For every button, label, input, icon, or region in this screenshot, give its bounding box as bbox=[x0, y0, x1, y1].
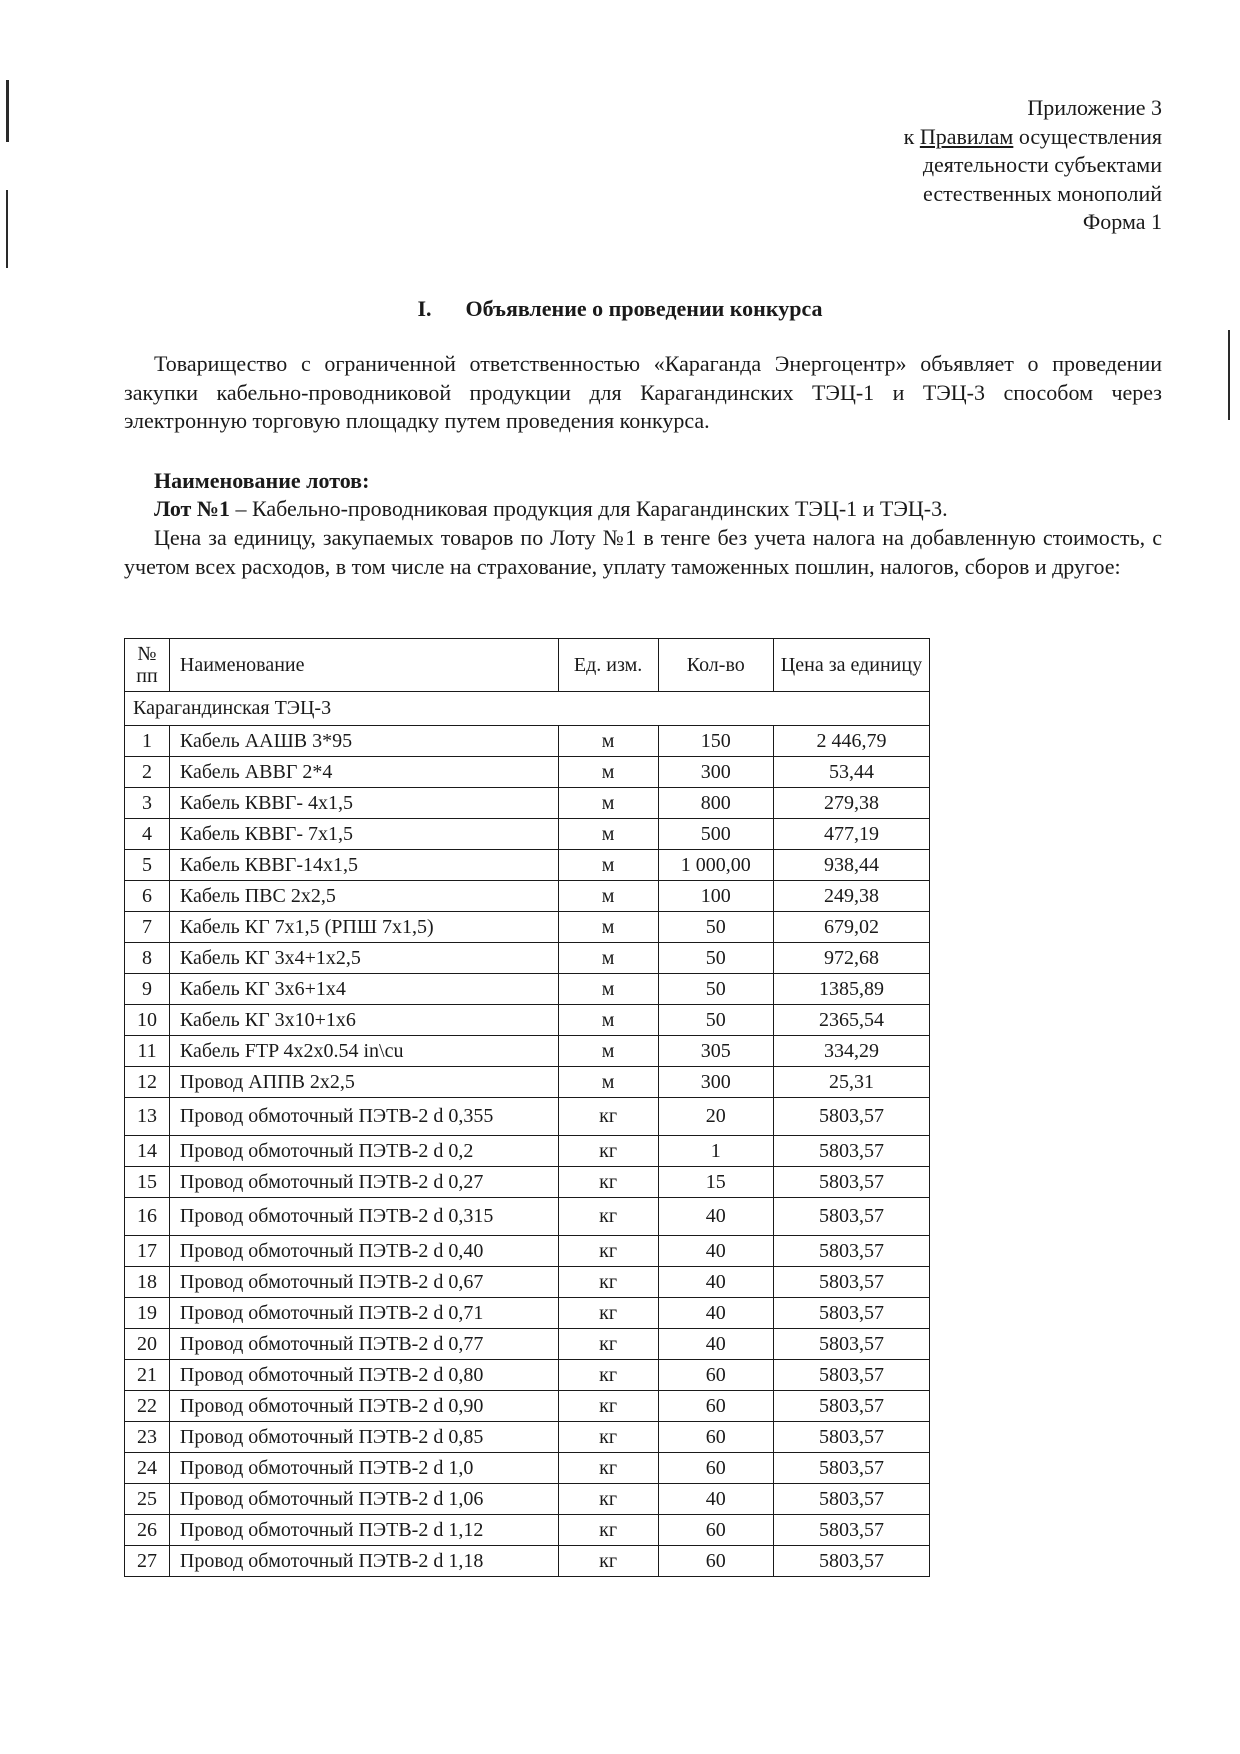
cell-unit: кг bbox=[558, 1453, 658, 1484]
cell-unit: кг bbox=[558, 1167, 658, 1198]
scan-artifact-left bbox=[6, 190, 8, 268]
cell-name: Кабель КГ 3х10+1х6 bbox=[169, 1005, 558, 1036]
cell-qty: 40 bbox=[658, 1236, 773, 1267]
cell-price: 5803,57 bbox=[773, 1546, 929, 1577]
cell-unit: м bbox=[558, 1067, 658, 1098]
cell-price: 5803,57 bbox=[773, 1515, 929, 1546]
cell-unit: кг bbox=[558, 1422, 658, 1453]
table-row bbox=[125, 726, 930, 757]
header-price: Цена за единицу bbox=[773, 639, 929, 692]
cell-qty: 40 bbox=[658, 1198, 773, 1236]
cell-no: 9 bbox=[125, 974, 170, 1005]
header-no: № пп bbox=[125, 639, 170, 692]
cell-price: 5803,57 bbox=[773, 1236, 929, 1267]
cell-unit: м bbox=[558, 726, 658, 757]
cell-no: 26 bbox=[125, 1515, 170, 1546]
cell-name: Провод обмоточный ПЭТВ-2 d 1,0 bbox=[169, 1453, 558, 1484]
cell-unit: м bbox=[558, 1036, 658, 1067]
cell-unit: м bbox=[558, 850, 658, 881]
cell-no: 1 bbox=[125, 726, 170, 757]
header-name: Наименование bbox=[169, 639, 558, 692]
cell-unit: м bbox=[558, 881, 658, 912]
table-row bbox=[125, 1005, 930, 1036]
cell-no: 22 bbox=[125, 1391, 170, 1422]
cell-price: 938,44 bbox=[773, 850, 929, 881]
table-row bbox=[125, 881, 930, 912]
cell-unit: кг bbox=[558, 1267, 658, 1298]
cell-name: Провод обмоточный ПЭТВ-2 d 0,355 bbox=[169, 1098, 558, 1136]
table-header-row bbox=[125, 639, 930, 692]
cell-unit: м bbox=[558, 788, 658, 819]
cell-qty: 1 bbox=[658, 1136, 773, 1167]
cell-qty: 300 bbox=[658, 1067, 773, 1098]
cell-name: Кабель КГ 3х4+1х2,5 bbox=[169, 943, 558, 974]
cell-price: 5803,57 bbox=[773, 1136, 929, 1167]
cell-qty: 500 bbox=[658, 819, 773, 850]
cell-qty: 60 bbox=[658, 1391, 773, 1422]
cell-no: 24 bbox=[125, 1453, 170, 1484]
cell-name: Провод обмоточный ПЭТВ-2 d 0,71 bbox=[169, 1298, 558, 1329]
cell-price: 5803,57 bbox=[773, 1329, 929, 1360]
cell-unit: кг bbox=[558, 1546, 658, 1577]
cell-unit: м bbox=[558, 1005, 658, 1036]
cell-qty: 300 bbox=[658, 757, 773, 788]
cell-no: 7 bbox=[125, 912, 170, 943]
table-row bbox=[125, 1546, 930, 1577]
cell-unit: м bbox=[558, 974, 658, 1005]
cell-no: 13 bbox=[125, 1098, 170, 1136]
cell-unit: кг bbox=[558, 1236, 658, 1267]
cell-no: 6 bbox=[125, 881, 170, 912]
cell-unit: кг bbox=[558, 1298, 658, 1329]
table-row bbox=[125, 1515, 930, 1546]
cell-price: 5803,57 bbox=[773, 1267, 929, 1298]
cell-name: Провод обмоточный ПЭТВ-2 d 1,06 bbox=[169, 1484, 558, 1515]
cell-price: 5803,57 bbox=[773, 1484, 929, 1515]
cell-no: 16 bbox=[125, 1198, 170, 1236]
table-row bbox=[125, 1167, 930, 1198]
cell-no: 25 bbox=[125, 1484, 170, 1515]
cell-price: 5803,57 bbox=[773, 1298, 929, 1329]
appendix-line: естественных монополий bbox=[923, 180, 1162, 206]
cell-price: 5803,57 bbox=[773, 1391, 929, 1422]
table-row bbox=[125, 943, 930, 974]
cell-qty: 20 bbox=[658, 1098, 773, 1136]
cell-unit: кг bbox=[558, 1098, 658, 1136]
scan-artifact-left bbox=[6, 80, 9, 142]
cell-qty: 60 bbox=[658, 1453, 773, 1484]
cell-price: 2365,54 bbox=[773, 1005, 929, 1036]
table-row bbox=[125, 1136, 930, 1167]
cell-no: 15 bbox=[125, 1167, 170, 1198]
appendix-line: деятельности субъектами bbox=[922, 152, 1162, 177]
appendix-line: Приложение 3 bbox=[1027, 95, 1162, 120]
cell-price: 679,02 bbox=[773, 912, 929, 943]
cell-price: 5803,57 bbox=[773, 1198, 929, 1236]
cell-name: Кабель КВВГ-14х1,5 bbox=[169, 850, 558, 881]
cell-name: Провод обмоточный ПЭТВ-2 d 1,12 bbox=[169, 1515, 558, 1546]
cell-unit: м bbox=[558, 912, 658, 943]
cell-name: Провод обмоточный ПЭТВ-2 d 0,90 bbox=[169, 1391, 558, 1422]
header-qty: Кол-во bbox=[658, 639, 773, 692]
cell-qty: 50 bbox=[658, 974, 773, 1005]
cell-qty: 60 bbox=[658, 1360, 773, 1391]
cell-no: 14 bbox=[125, 1136, 170, 1167]
cell-price: 2 446,79 bbox=[773, 726, 929, 757]
table-row bbox=[125, 1036, 930, 1067]
cell-price: 249,38 bbox=[773, 881, 929, 912]
cell-no: 11 bbox=[125, 1036, 170, 1067]
cell-price: 972,68 bbox=[773, 943, 929, 974]
table-row bbox=[125, 1453, 930, 1484]
cell-name: Провод обмоточный ПЭТВ-2 d 0,2 bbox=[169, 1136, 558, 1167]
cell-qty: 50 bbox=[658, 943, 773, 974]
cell-name: Провод обмоточный ПЭТВ-2 d 0,40 bbox=[169, 1236, 558, 1267]
lot-1-line bbox=[154, 496, 948, 522]
cell-unit: кг bbox=[558, 1360, 658, 1391]
cell-name: Провод обмоточный ПЭТВ-2 d 1,18 bbox=[169, 1546, 558, 1577]
cell-name: Кабель ААШВ 3*95 bbox=[169, 726, 558, 757]
header-unit: Ед. изм. bbox=[558, 639, 658, 692]
rules-link[interactable]: Правилам bbox=[919, 123, 1014, 149]
cell-no: 10 bbox=[125, 1005, 170, 1036]
table-row bbox=[125, 1198, 930, 1236]
table-row bbox=[125, 1236, 930, 1267]
table-row bbox=[125, 819, 930, 850]
cell-qty: 60 bbox=[658, 1422, 773, 1453]
cell-qty: 800 bbox=[658, 788, 773, 819]
cell-qty: 50 bbox=[658, 1005, 773, 1036]
cell-name: Кабель КВВГ- 4х1,5 bbox=[169, 788, 558, 819]
table-row bbox=[125, 1298, 930, 1329]
cell-name: Кабель КГ 7х1,5 (РПШ 7х1,5) bbox=[169, 912, 558, 943]
cell-price: 279,38 bbox=[773, 788, 929, 819]
appendix-header bbox=[904, 94, 1162, 237]
cell-no: 5 bbox=[125, 850, 170, 881]
cell-name: Провод обмоточный ПЭТВ-2 d 0,77 bbox=[169, 1329, 558, 1360]
cell-unit: кг bbox=[558, 1391, 658, 1422]
cell-no: 3 bbox=[125, 788, 170, 819]
section-title: Объявление о проведении конкурса bbox=[465, 296, 823, 321]
table-row bbox=[125, 912, 930, 943]
cell-qty: 1 000,00 bbox=[658, 850, 773, 881]
intro-paragraph: Товарищество с ограниченной ответственностью «Караганда Энергоцентр» объявляет о проведении закупки кабельно-проводниковой продукции для Карагандинских ТЭЦ-1 и ТЭЦ-3 способом через электронную торговую площадку путем проведения конкурса. bbox=[124, 351, 1162, 433]
cell-qty: 40 bbox=[658, 1484, 773, 1515]
appendix-line: к Правилам осуществления bbox=[903, 123, 1162, 149]
lots-heading: Наименование лотов: bbox=[154, 468, 370, 493]
section-label: Карагандинская ТЭЦ-3 bbox=[125, 692, 930, 726]
cell-no: 4 bbox=[125, 819, 170, 850]
cell-qty: 40 bbox=[658, 1329, 773, 1360]
cell-name: Кабель FTP 4x2x0.54 in\cu bbox=[169, 1036, 558, 1067]
scan-artifact-right bbox=[1228, 330, 1230, 420]
form-number: Форма 1 bbox=[1082, 209, 1162, 234]
cell-name: Провод обмоточный ПЭТВ-2 d 0,80 bbox=[169, 1360, 558, 1391]
lot-1-label: Лот №1 bbox=[154, 496, 230, 521]
cell-no: 23 bbox=[125, 1422, 170, 1453]
cell-name: Провод обмоточный ПЭТВ-2 d 0,315 bbox=[169, 1198, 558, 1236]
table-row bbox=[125, 1360, 930, 1391]
cell-name: Провод АППВ 2х2,5 bbox=[169, 1067, 558, 1098]
price-note-paragraph: Цена за единицу, закупаемых товаров по Лоту №1 в тенге без учета налога на добавленную стоимость, с учетом всех расходов, в том числе на страхование, уплату таможенных пошлин, налогов, сборов и другое: bbox=[124, 525, 1162, 579]
cell-unit: кг bbox=[558, 1198, 658, 1236]
section-number: I. bbox=[417, 296, 432, 321]
table-row bbox=[125, 1329, 930, 1360]
cell-qty: 60 bbox=[658, 1515, 773, 1546]
cell-qty: 100 bbox=[658, 881, 773, 912]
cell-name: Провод обмоточный ПЭТВ-2 d 0,27 bbox=[169, 1167, 558, 1198]
cell-unit: м bbox=[558, 757, 658, 788]
cell-unit: кг bbox=[558, 1515, 658, 1546]
cell-qty: 40 bbox=[658, 1298, 773, 1329]
cell-price: 53,44 bbox=[773, 757, 929, 788]
cell-price: 477,19 bbox=[773, 819, 929, 850]
table-row bbox=[125, 1484, 930, 1515]
cell-unit: кг bbox=[558, 1484, 658, 1515]
lot-1-text: – Кабельно-проводниковая продукция для Карагандинских ТЭЦ-1 и ТЭЦ-3. bbox=[229, 496, 948, 521]
cell-name: Кабель КГ 3х6+1х4 bbox=[169, 974, 558, 1005]
cell-name: Провод обмоточный ПЭТВ-2 d 0,67 bbox=[169, 1267, 558, 1298]
cell-no: 20 bbox=[125, 1329, 170, 1360]
cell-price: 25,31 bbox=[773, 1067, 929, 1098]
cell-name: Провод обмоточный ПЭТВ-2 d 0,85 bbox=[169, 1422, 558, 1453]
table-row bbox=[125, 974, 930, 1005]
cell-qty: 40 bbox=[658, 1267, 773, 1298]
cell-qty: 305 bbox=[658, 1036, 773, 1067]
cell-name: Кабель АВВГ 2*4 bbox=[169, 757, 558, 788]
cell-price: 5803,57 bbox=[773, 1167, 929, 1198]
cell-price: 5803,57 bbox=[773, 1453, 929, 1484]
table-row bbox=[125, 1067, 930, 1098]
cell-name: Кабель ПВС 2х2,5 bbox=[169, 881, 558, 912]
cell-unit: м bbox=[558, 943, 658, 974]
cell-price: 334,29 bbox=[773, 1036, 929, 1067]
cell-name: Кабель КВВГ- 7х1,5 bbox=[169, 819, 558, 850]
cell-unit: кг bbox=[558, 1136, 658, 1167]
table-row bbox=[125, 1391, 930, 1422]
cell-qty: 150 bbox=[658, 726, 773, 757]
table-row bbox=[125, 1098, 930, 1136]
cell-unit: кг bbox=[558, 1329, 658, 1360]
cell-qty: 50 bbox=[658, 912, 773, 943]
cell-no: 2 bbox=[125, 757, 170, 788]
cell-price: 1385,89 bbox=[773, 974, 929, 1005]
cell-price: 5803,57 bbox=[773, 1422, 929, 1453]
table-section-row bbox=[125, 692, 930, 726]
cell-no: 12 bbox=[125, 1067, 170, 1098]
items-table bbox=[124, 638, 930, 1577]
cell-no: 19 bbox=[125, 1298, 170, 1329]
section-heading bbox=[0, 296, 1240, 322]
cell-no: 27 bbox=[125, 1546, 170, 1577]
cell-no: 18 bbox=[125, 1267, 170, 1298]
cell-qty: 15 bbox=[658, 1167, 773, 1198]
cell-no: 17 bbox=[125, 1236, 170, 1267]
cell-no: 8 bbox=[125, 943, 170, 974]
cell-price: 5803,57 bbox=[773, 1360, 929, 1391]
table-row bbox=[125, 757, 930, 788]
table-row bbox=[125, 788, 930, 819]
table-row bbox=[125, 850, 930, 881]
table-row bbox=[125, 1422, 930, 1453]
cell-unit: м bbox=[558, 819, 658, 850]
cell-qty: 60 bbox=[658, 1546, 773, 1577]
table-row bbox=[125, 1267, 930, 1298]
cell-price: 5803,57 bbox=[773, 1098, 929, 1136]
cell-no: 21 bbox=[125, 1360, 170, 1391]
